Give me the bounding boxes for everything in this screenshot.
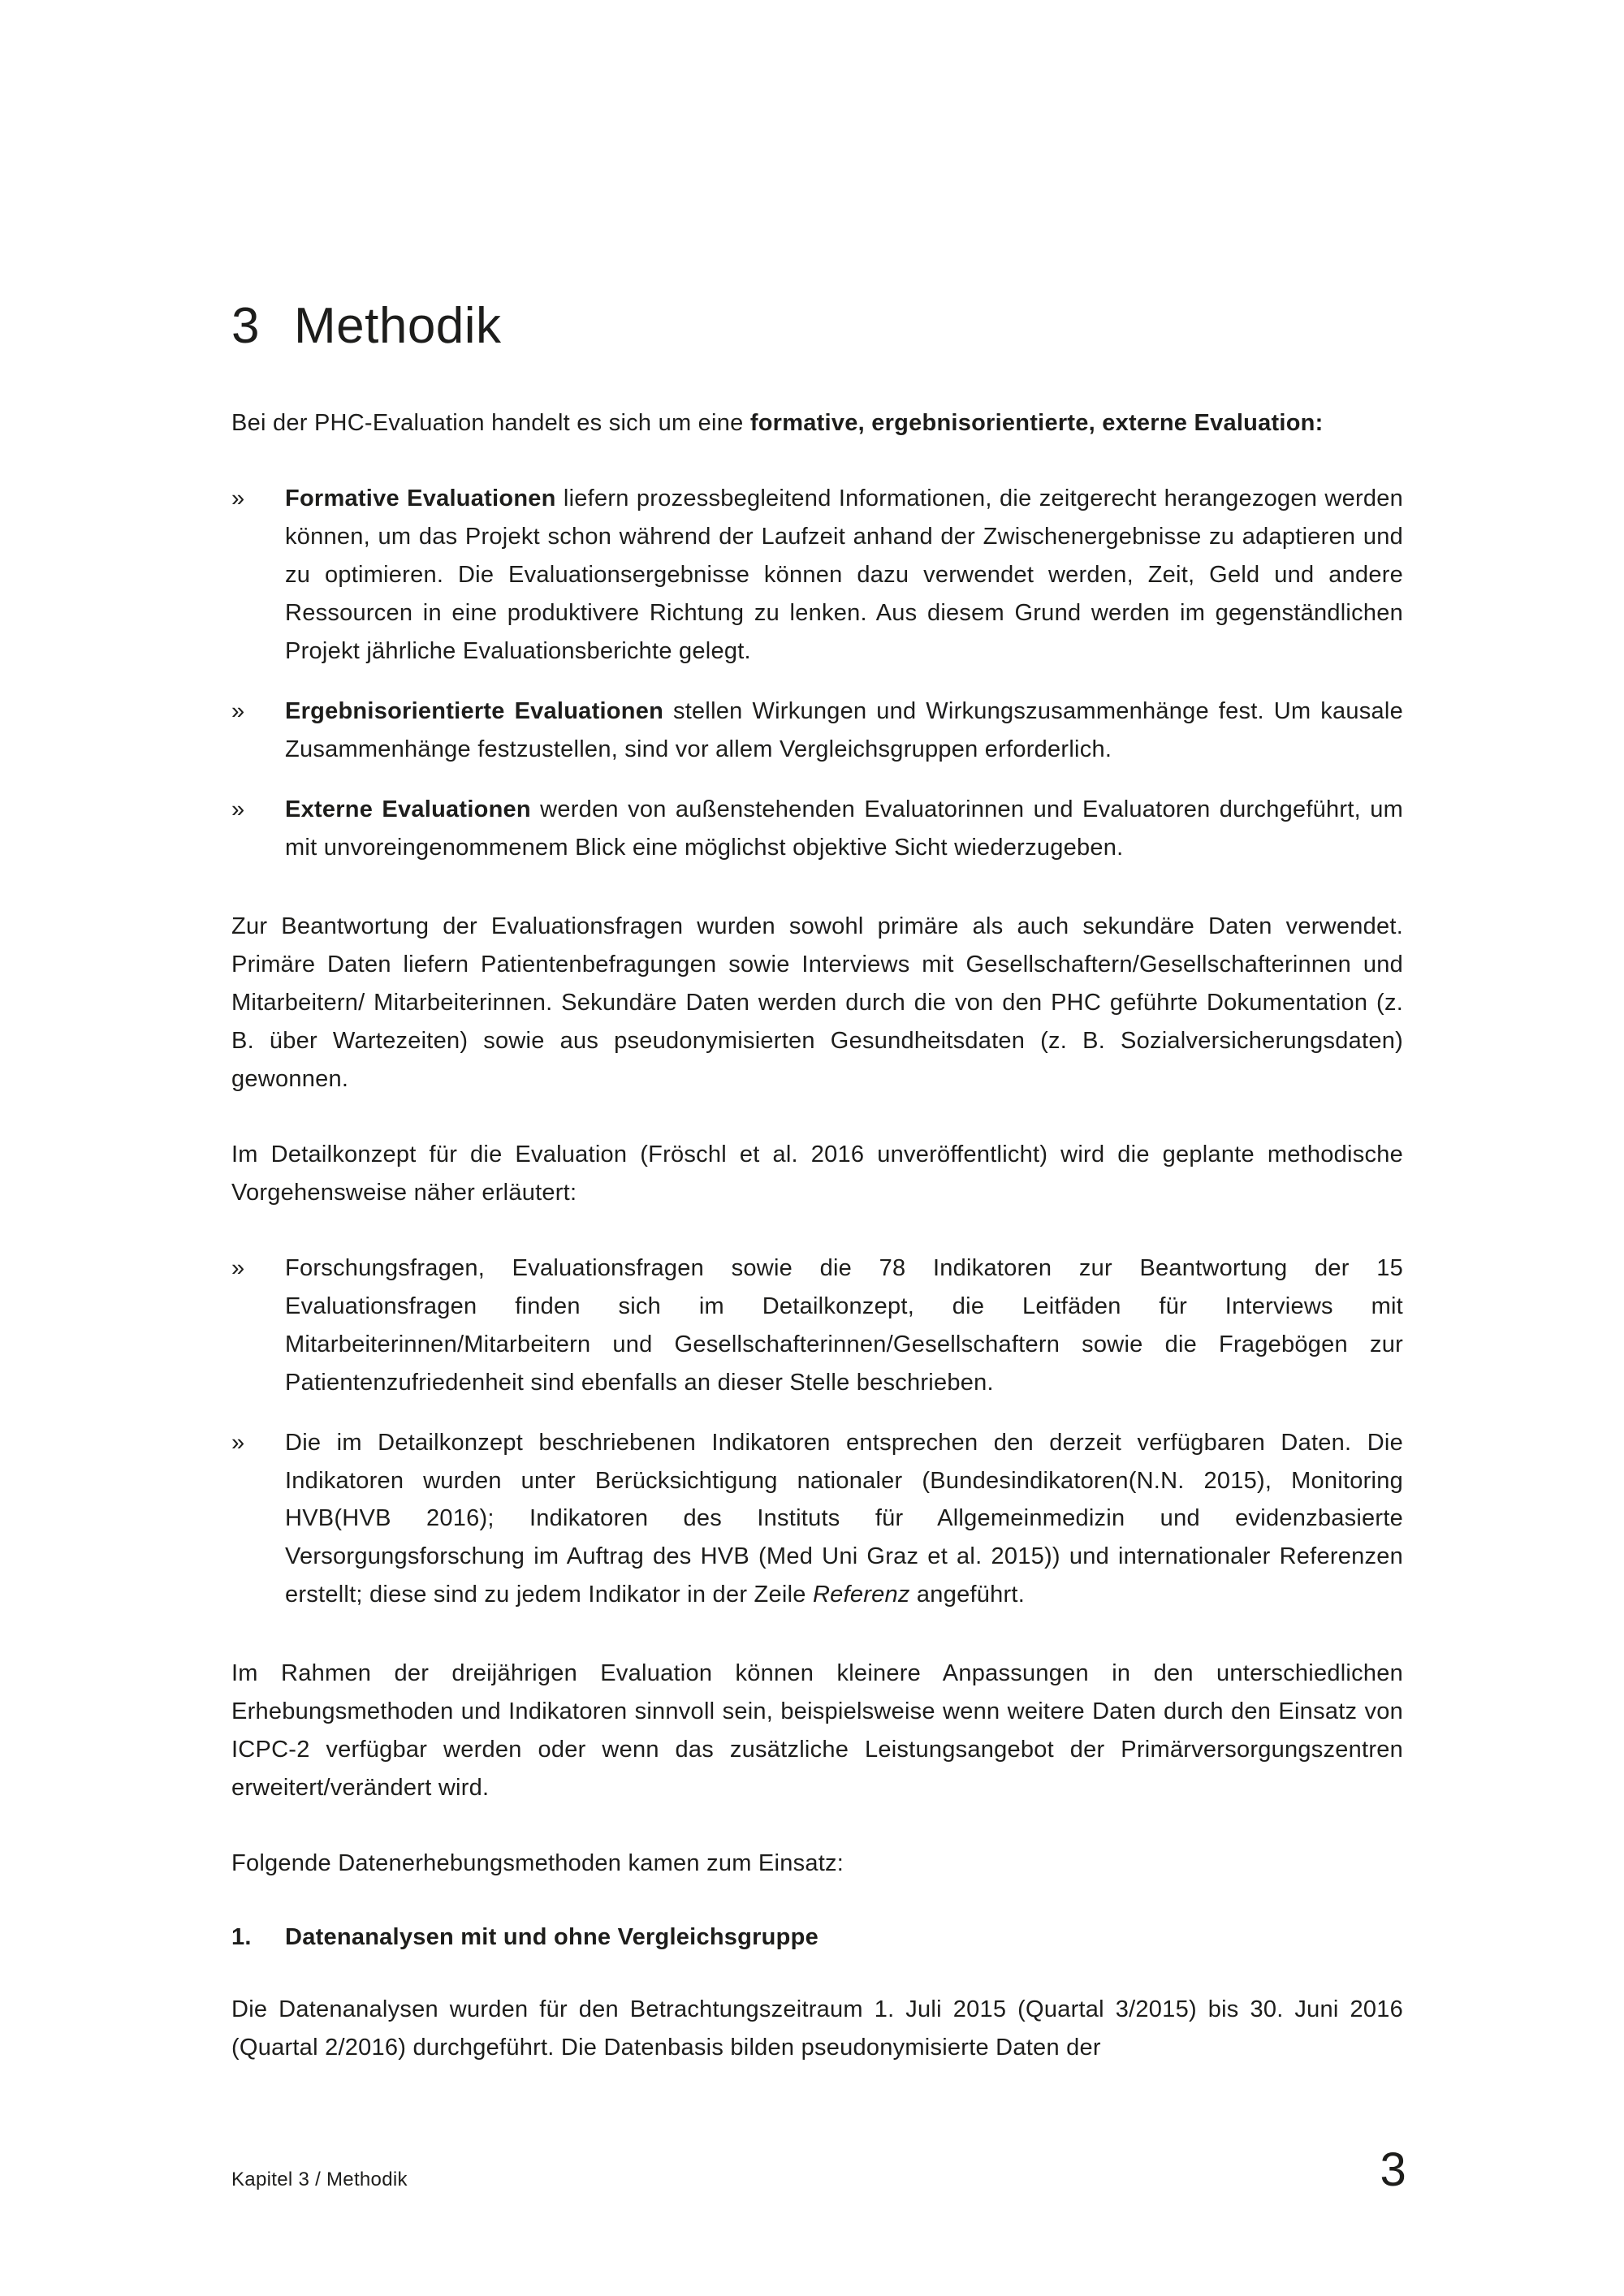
page-footer <box>231 2132 1406 2208</box>
chapter-title: Methodik <box>293 298 502 354</box>
bullet-body-text: liefern prozessbegleitend Informationen, die zeitgerecht herangezogen werden können, um das Projekt schon während der Laufzeit anhand der Zwischenergebnisse zu adaptieren und zu optimieren. Die Evaluationsergebnisse können dazu verwendet werden, Zeit, Geld und andere Ressourcen in eine produktivere Richtung zu lenken. Aus diesem Grund werden im gegenständlichen Projekt jährliche Evaluationsberichte gelegt. <box>285 486 1403 665</box>
bullet-text <box>285 791 1403 867</box>
footer-chapter-label: Kapitel 3 / Methodik <box>231 2169 408 2191</box>
bullet-body-text: stellen Wirkungen und Wirkungszusammenhänge fest. Um kausale Zusammenhänge festzustellen, sind vor allem Vergleichsgruppen erforderlich. <box>285 698 1403 762</box>
bullet-marker: » <box>231 796 245 822</box>
bullet-marker: » <box>231 1429 245 1456</box>
section-heading-text: Datenanalysen mit und ohne Vergleichsgruppe <box>285 1924 818 1951</box>
bullet-marker: » <box>231 1254 245 1281</box>
detailkonzept-bullet-list <box>231 1249 1403 1615</box>
bullet-text: Forschungsfragen, Evaluationsfragen sowie die 78 Indikatoren zur Beantwortung der 15 Evaluationsfragen finden sich im Detailkonzept, die Leitfäden für Interviews mit Mitarbeiterinnen/Mitarbeitern und Gesellschafterinnen/Gesellschaftern sowie die Fragebögen zur Patientenzufriedenheit sind ebenfalls an dieser Stelle beschrieben. <box>285 1254 1403 1396</box>
bullet-lead-bold: Formative Evaluationen <box>285 486 556 512</box>
numbered-section-heading <box>231 1918 1403 1957</box>
bullet-marker: » <box>231 486 245 512</box>
bullet-body-text: angeführt. <box>909 1582 1026 1608</box>
chapter-number: 3 <box>231 298 260 354</box>
intro-text: Bei der PHC-Evaluation handelt es sich um eine <box>231 410 750 437</box>
rahmen-paragraph: Im Rahmen der dreijährigen Evaluation können kleinere Anpassungen in den unterschiedlichen Erhebungsmethoden und Indikatoren sinnvoll sein, beispielsweise wenn weitere Daten durch den Einsatz von ICPC-2 verfügbar werden oder wenn das zusätzliche Leistungsangebot der Primärversorgungszentren erweitert/verändert wird. <box>231 1660 1403 1802</box>
bullet-body-text: werden von außenstehenden Evaluatorinnen und Evaluatoren durchgeführt, um mit unvoreingenommenem Blick eine möglichst objektive Sicht wiederzugeben. <box>285 796 1403 861</box>
bullet-marker: » <box>231 698 245 724</box>
list-item <box>231 1249 1403 1402</box>
evaluation-types-bullet-list <box>231 480 1403 867</box>
folgende-paragraph: Folgende Datenerhebungsmethoden kamen zum Einsatz: <box>231 1850 844 1877</box>
bullet-lead-bold: Externe Evaluationen <box>285 796 531 822</box>
datenanalysen-paragraph: Die Datenanalysen wurden für den Betrachtungszeitraum 1. Juli 2015 (Quartal 3/2015) bis 30. Juni 2016 (Quartal 2/2016) durchgeführt. Die Datenbasis bilden pseudonymisierte Daten der <box>231 1996 1403 2061</box>
bullet-text <box>285 1424 1403 1615</box>
bullet-text <box>285 693 1403 769</box>
list-item <box>231 693 1403 769</box>
referenz-italic-text: Referenz <box>812 1582 910 1608</box>
chapter-heading <box>231 299 1403 354</box>
bullet-lead-bold: Ergebnisorientierte Evaluationen <box>285 698 664 724</box>
list-item <box>231 480 1403 671</box>
bullet-body-text: Die im Detailkonzept beschriebenen Indikatoren entsprechen den derzeit verfügbaren Daten. Die Indikatoren wurden unter Berücksichtigung nationaler (Bundesindikatoren(N.N. 2015), Monitoring HVB(HVB 2016); Indikatoren des Instituts für Allgemeinmedizin und evidenzbasierte Versorgungsforschung im Auftrag des HVB (Med Uni Graz et al. 2015)) und internationaler Referenzen erstellt; diese sind zu jedem Indikator in der Zeile <box>285 1429 1403 1608</box>
list-item <box>231 1424 1403 1615</box>
data-sources-paragraph: Zur Beantwortung der Evaluationsfragen wurden sowohl primäre als auch sekundäre Daten verwendet. Primäre Daten liefern Patientenbefragungen sowie Interviews mit Gesellschaftern/Gesellschafterinnen und Mitarbeitern/ Mitarbeiterinnen. Sekundäre Daten werden durch die von den PHC geführte Dokumentation (z. B. über Wartezeiten) sowie aus pseudonymisierten Gesundheitsdaten (z. B. Sozialversicherungsdaten) gewonnen. <box>231 913 1403 1092</box>
list-item <box>231 791 1403 867</box>
intro-paragraph <box>231 404 1403 442</box>
intro-bold-text: formative, ergebnisorientierte, externe Evaluation: <box>749 410 1324 437</box>
section-number: 1. <box>231 1924 252 1951</box>
detailkonzept-paragraph: Im Detailkonzept für die Evaluation (Fröschl et al. 2016 unveröffentlicht) wird die geplante methodische Vorgehensweise näher erläutert: <box>231 1141 1403 1206</box>
bullet-text <box>285 480 1403 671</box>
page-number: 3 <box>1380 2143 1406 2197</box>
